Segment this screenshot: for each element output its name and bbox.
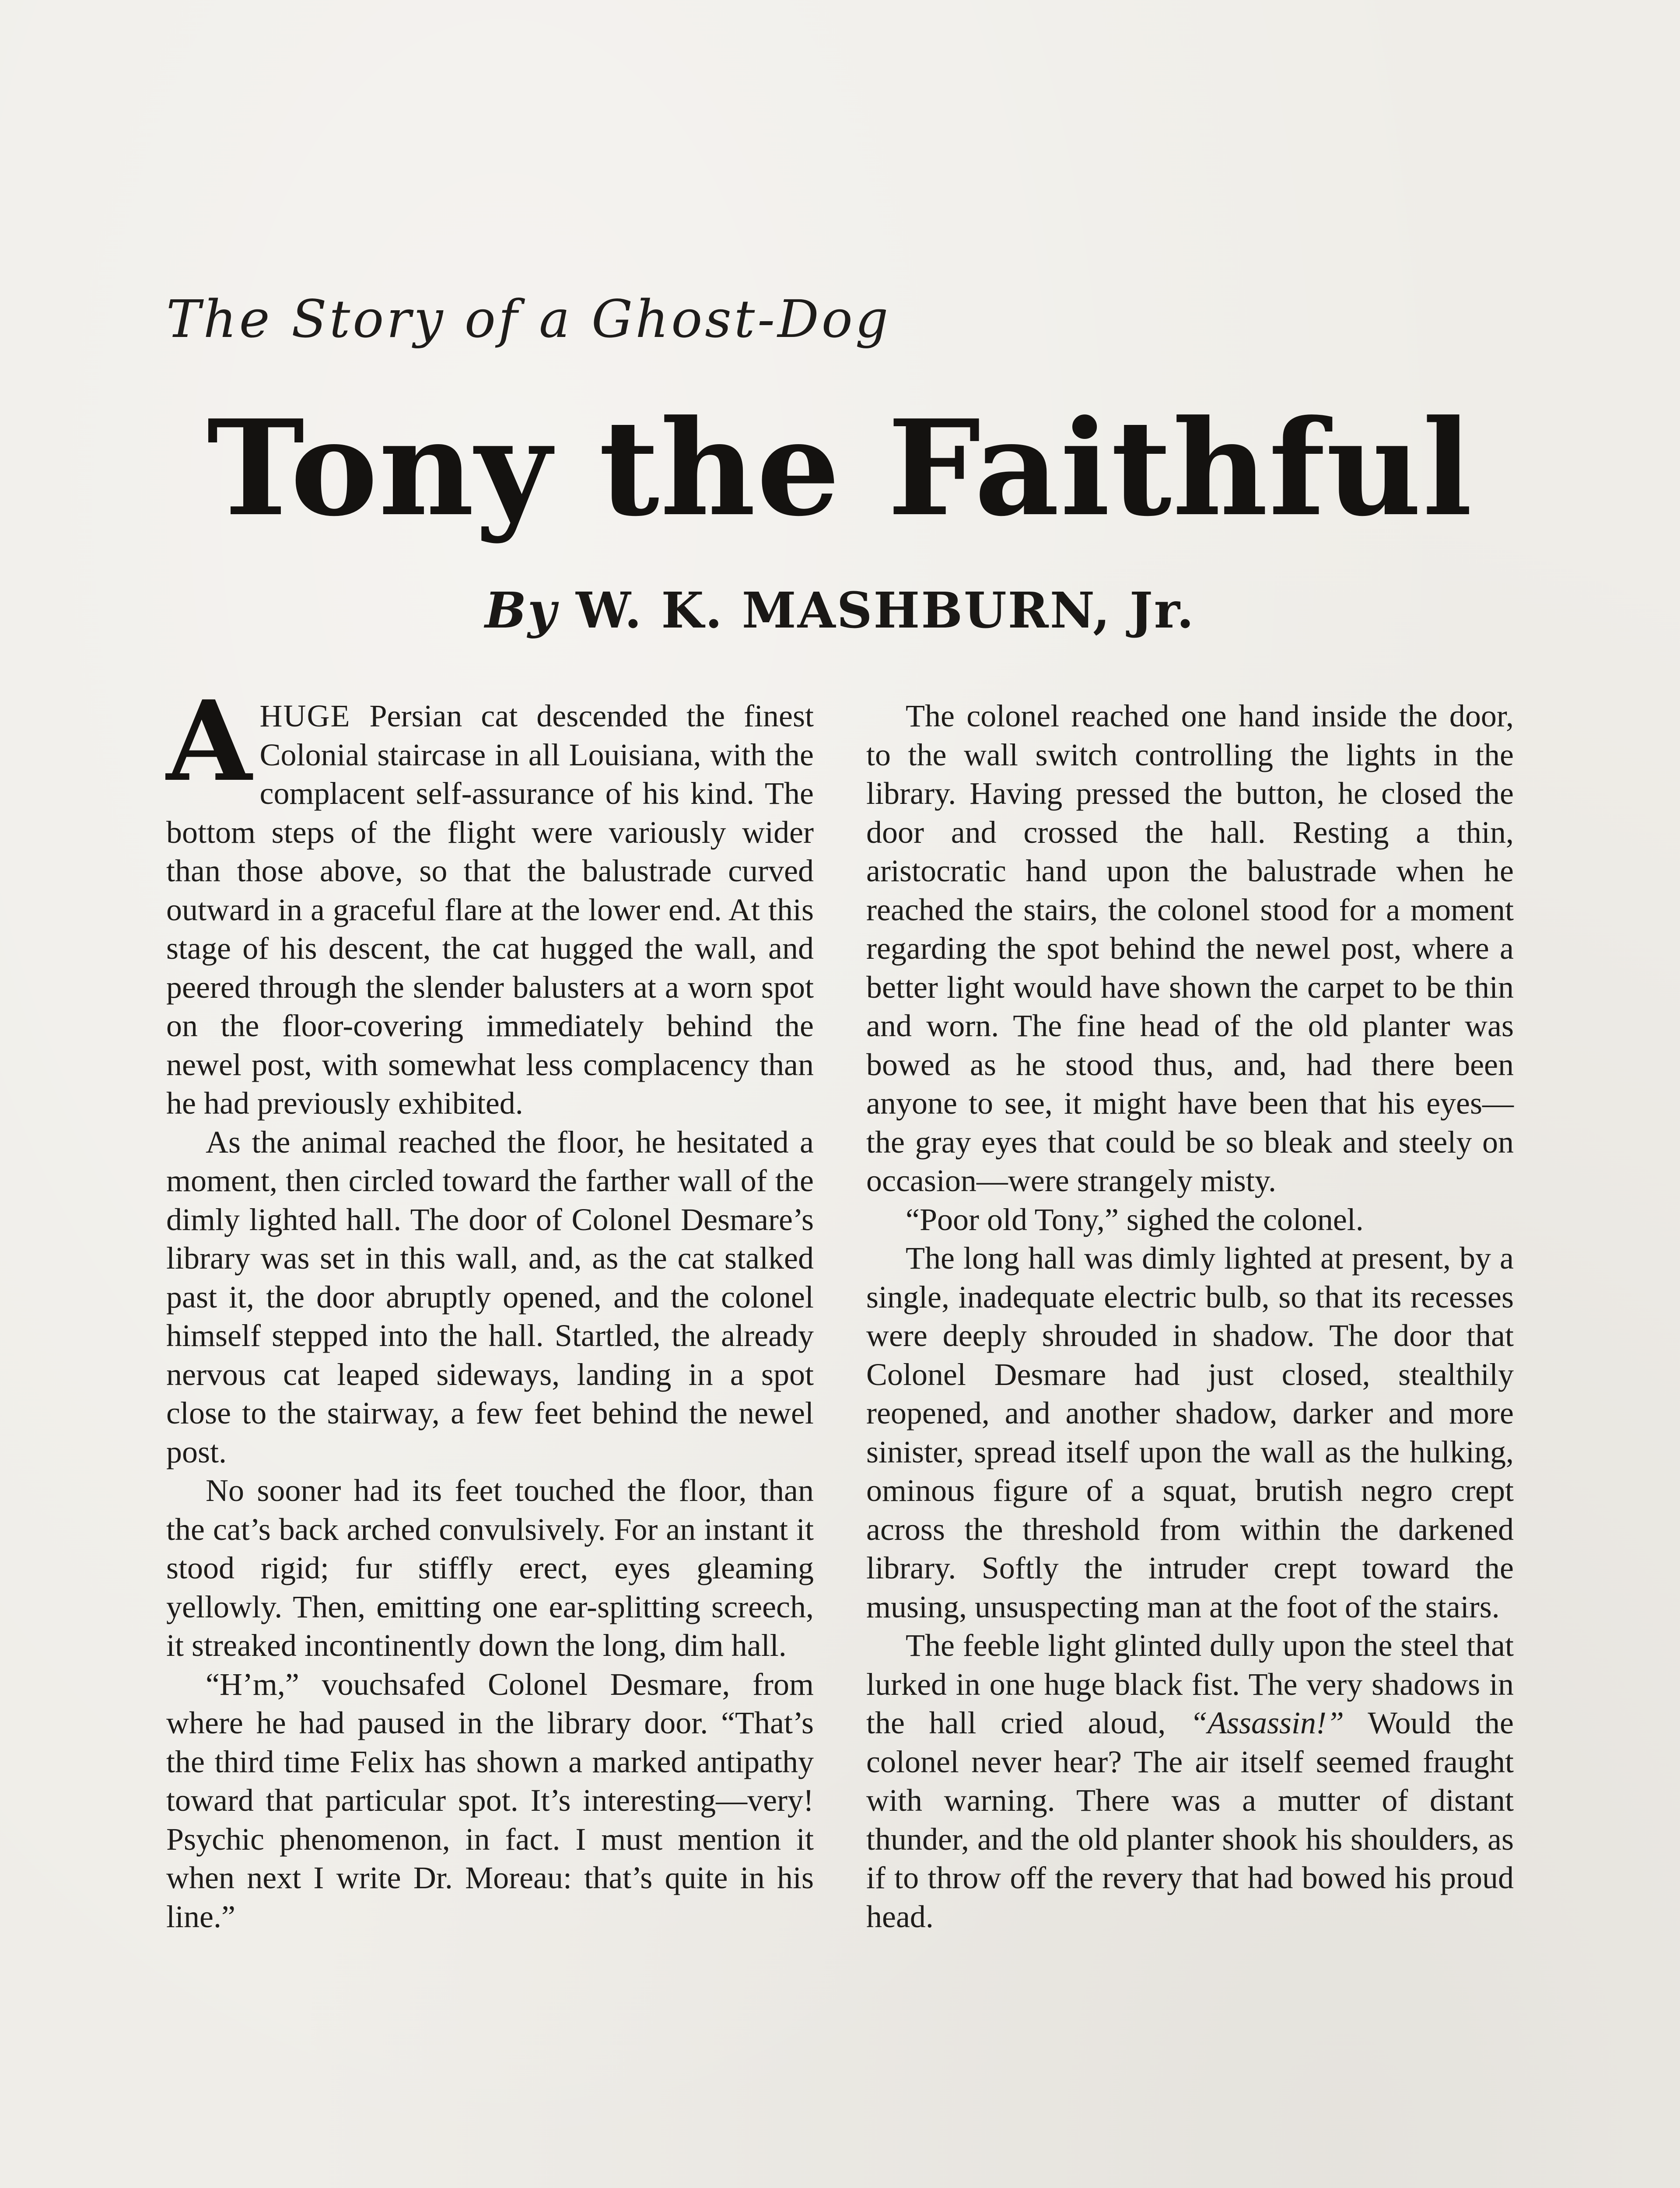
body-paragraph: The long hall was dimly lighted at present, by a single, inadequate electric bulb, so that its recesses were deeply shrouded in shadow. The door that Colonel Desmare had just closed, stealthily reopened, and another shadow, darker and more sinister, spread itself upon the wall as the hulking, ominous figure of a squat, brutish negro crept across the threshold from within the darkened library. Softly the intruder crept toward the musing, unsuspecting man at the foot of the stairs.: [866, 1241, 1514, 1624]
body-paragraph: “H’m,” vouchsafed Colonel Desmare, from where he had paused in the library door. “That’s the third time Felix has shown a marked antipathy toward that particular spot. It’s interesting—very! Psychic phenomenon, in fact. I must mention it when next I write Dr. Moreau: that’s quite in his line.”: [166, 1666, 814, 1934]
right-column: [866, 697, 1514, 1936]
left-column: [166, 677, 814, 1936]
body-paragraph: As the animal reached the floor, he hesitated a moment, then circled toward the farther wall of the dimly lighted hall. The door of Colonel Desmare’s library was set in this wall, and, as the cat stalked past it, the door abruptly opened, and the colonel himself stepped into the hall. Startled, the already nervous cat leaped sideways, landing in a spot close to the stairway, a few feet behind the newel post.: [166, 1124, 814, 1469]
paragraph-text: Would the colonel never hear? The air itself seemed fraught with warning. There was a mutter of distant thunder, and the old planter shook his shoulders, as if to throw off the revery that had bowed his proud head.: [866, 1705, 1514, 1934]
byline: [0, 582, 1680, 639]
body-paragraph: No sooner had its feet touched the floor, than the cat’s back arched convulsively. For an instant it stood rigid; fur stiffly erect, eyes gleaming yellowly. Then, emitting one ear-splitting screech, it streaked incontinently down the long, dim hall.: [166, 1473, 814, 1663]
opening-caps: HUGE: [259, 698, 351, 733]
body-paragraph: [866, 1626, 1514, 1936]
opening-paragraph-text: Persian cat descended the finest Colonial staircase in all Louisiana, with the complacent self-assurance of his kind. The bottom steps of the flight were variously wider than those above, so that the balustrade curved outward in a graceful flare at the lower end. At this stage of his descent, the cat hugged the wall, and peered through the slender balusters at a worn spot on the floor-covering immediately behind the newel post, with somewhat less complacency than he had previously exhibited.: [166, 698, 814, 1121]
italic-exclamation: “Assassin!”: [1190, 1705, 1344, 1740]
drop-cap: A: [166, 677, 252, 806]
paragraph-text: The feeble light glinted dully upon the steel that lurked in one huge black fist. The very shadows in the hall cried aloud,: [866, 1628, 1514, 1740]
body-paragraph: The colonel reached one hand inside the door, to the wall switch controlling the lights in the library. Having pressed the button, he closed the door and crossed the hall. Resting a thin, aristocratic hand upon the balustrade when he reached the stairs, the colonel stood for a moment regarding the spot behind the newel post, where a better light would have shown the carpet to be thin and worn. The fine head of the old planter was bowed as he stood thus, and, had there been anyone to see, it might have been that his eyes—the gray eyes that could be so bleak and steely on occasion—were strangely misty.: [866, 698, 1514, 1198]
opening-paragraph: [166, 677, 814, 1123]
story-title: Tony the Faithful: [206, 391, 1474, 545]
byline-author: W. K. MASHBURN, Jr.: [576, 582, 1195, 639]
body-paragraph: “Poor old Tony,” sighed the colonel.: [906, 1202, 1364, 1237]
story-kicker: The Story of a Ghost-Dog: [166, 289, 891, 349]
byline-by: By: [485, 582, 558, 639]
